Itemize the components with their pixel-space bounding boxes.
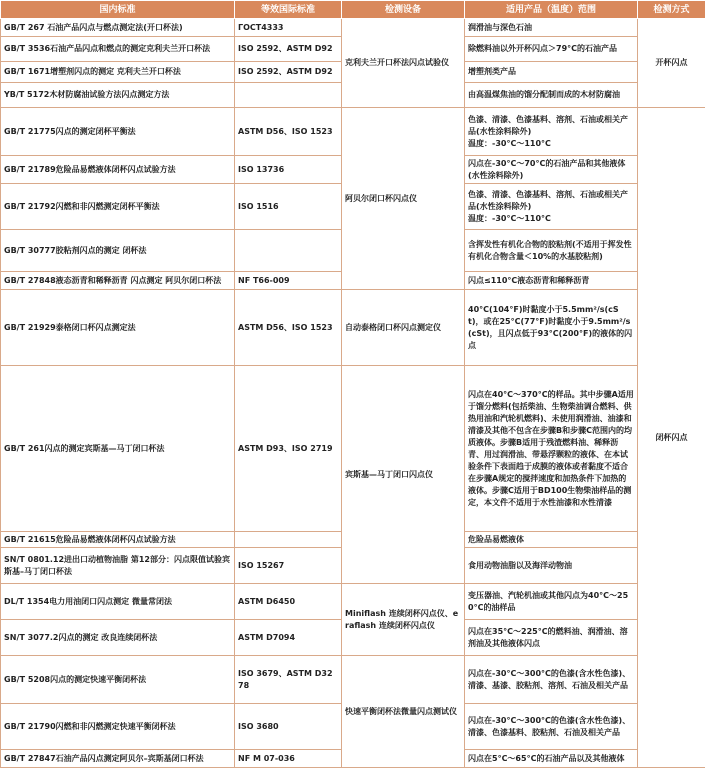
method-cell: 开杯闪点 xyxy=(638,19,705,108)
domestic-standard-cell: GB/T 21790闪燃和非闪燃测定快速平衡闭杯法 xyxy=(1,704,235,750)
international-standard-cell: NF T66-009 xyxy=(235,272,342,290)
equipment-cell: 快速平衡闭杯法微量闪点测试仪 xyxy=(342,656,465,768)
product-range-cell: 闪点≤110°C液态沥青和稀释沥青 xyxy=(465,272,638,290)
equipment-cell: 自动泰格闭口杯闪点测定仪 xyxy=(342,290,465,366)
table-row xyxy=(1,108,705,156)
international-standard-cell: ASTM D56、ISO 1523 xyxy=(235,108,342,156)
domestic-standard-cell: GB/T 3536石油产品闪点和燃点的测定克利夫兰开口杯法 xyxy=(1,37,235,62)
product-range-cell: 闪点在40°C～370°C的样品。其中步骤A适用于馏分燃料(包括柴油、生物柴油调合燃料、供热用油和汽轮机燃料)、未使用润滑油、油漆和清漆及其他不包含在步骤B和步骤C范围内的均质液体。步骤B适用于残渣燃料油、稀释沥青、用过润滑油、带悬浮颗粒的液体、在本试验条件下表面趋于成膜的液体或者黏度不适合在步骤A规定的搅拌速度和加热条件下加热的液体。步骤C适用于BD100生物柴油样品的测定，本文件不适用于水性油漆和水性清漆 xyxy=(465,366,638,532)
domestic-standard-cell: GB/T 21789危险品易燃液体闭杯闪点试验方法 xyxy=(1,156,235,184)
header-international-standard: 等效国际标准 xyxy=(235,1,342,19)
international-standard-cell xyxy=(235,532,342,548)
domestic-standard-cell: GB/T 27848液态沥青和稀释沥青 闪点测定 阿贝尔闭口杯法 xyxy=(1,272,235,290)
product-range-cell: 由高温煤焦油的馏分配制而成的木材防腐油 xyxy=(465,83,638,108)
domestic-standard-cell: GB/T 21615危险品易燃液体闭杯闪点试验方法 xyxy=(1,532,235,548)
product-range-cell: 含挥发性有机化合物的胶粘剂(不适用于挥发性有机化合物含量＜10%的水基胶粘剂) xyxy=(465,230,638,272)
product-range-cell: 闪点在35°C～225°C的燃料油、润滑油、溶剂油及其他液体闪点 xyxy=(465,620,638,656)
international-standard-cell: ISO 1516 xyxy=(235,184,342,230)
header-product-range: 适用产品（温度）范围 xyxy=(465,1,638,19)
product-range-cell: 40°C(104°F)时黏度小于5.5mm²/s(cSt)，或在25°C(77°F)时黏度小于9.5mm²/s(cSt)，且闪点低于93°C(200°F)的液体的闪点 xyxy=(465,290,638,366)
table-row xyxy=(1,19,705,37)
equipment-cell: 克利夫兰开口杯法闪点试验仪 xyxy=(342,19,465,108)
header-domestic-standard: 国内标准 xyxy=(1,1,235,19)
product-range-cell: 色漆、清漆、色漆基料、溶剂、石油或相关产品(水性涂料除外) 温度：-30°C～110°C xyxy=(465,108,638,156)
domestic-standard-cell: DL/T 1354电力用油闭口闪点测定 微量常闭法 xyxy=(1,584,235,620)
international-standard-cell xyxy=(235,83,342,108)
domestic-standard-cell: GB/T 5208闪点的测定快速平衡闭杯法 xyxy=(1,656,235,704)
product-range-cell: 危险品易燃液体 xyxy=(465,532,638,548)
method-cell: 闭杯闪点 xyxy=(638,108,705,768)
product-range-cell: 闪点在-30°C～300°C的色漆(含水性色漆)、清漆、基漆、胶粘剂、溶剂、石油及相关产品 xyxy=(465,656,638,704)
domestic-standard-cell: GB/T 1671增塑剂闪点的测定 克利夫兰开口杯法 xyxy=(1,62,235,83)
domestic-standard-cell: SN/T 3077.2闪点的测定 改良连续闭杯法 xyxy=(1,620,235,656)
international-standard-cell xyxy=(235,230,342,272)
product-range-cell: 变压器油、汽轮机油或其他闪点为40°C～250°C的油样品 xyxy=(465,584,638,620)
domestic-standard-cell: GB/T 21792闪燃和非闪燃测定闭杯平衡法 xyxy=(1,184,235,230)
equipment-cell: 阿贝尔闭口杯闪点仪 xyxy=(342,108,465,290)
equipment-cell: 宾斯基—马丁闭口闪点仪 xyxy=(342,366,465,584)
table-row xyxy=(1,290,705,366)
domestic-standard-cell: SN/T 0801.12进出口动植物油脂 第12部分：闪点限值试验宾斯基–马丁闭口杯法 xyxy=(1,548,235,584)
international-standard-cell: ISO 3679、ASTM D3278 xyxy=(235,656,342,704)
international-standard-cell: ISO 13736 xyxy=(235,156,342,184)
product-range-cell: 润滑油与深色石油 xyxy=(465,19,638,37)
international-standard-cell: ISO 3680 xyxy=(235,704,342,750)
table-header-row xyxy=(1,1,705,19)
international-standard-cell: ASTM D56、ISO 1523 xyxy=(235,290,342,366)
international-standard-cell: ASTM D6450 xyxy=(235,584,342,620)
product-range-cell: 除燃料油以外开杯闪点＞79°C的石油产品 xyxy=(465,37,638,62)
international-standard-cell: ASTM D7094 xyxy=(235,620,342,656)
product-range-cell: 闪点在-30°C～70°C的石油产品和其他液体(水性涂料除外) xyxy=(465,156,638,184)
international-standard-cell: ISO 2592、ASTM D92 xyxy=(235,62,342,83)
domestic-standard-cell: GB/T 30777胶粘剂闪点的测定 闭杯法 xyxy=(1,230,235,272)
header-test-equipment: 检测设备 xyxy=(342,1,465,19)
domestic-standard-cell: GB/T 267 石油产品闪点与燃点测定法(开口杯法) xyxy=(1,19,235,37)
domestic-standard-cell: GB/T 261闪点的测定宾斯基—马丁闭口杯法 xyxy=(1,366,235,532)
international-standard-cell: ГОСТ4333 xyxy=(235,19,342,37)
domestic-standard-cell: GB/T 21775闪点的测定闭杯平衡法 xyxy=(1,108,235,156)
equipment-cell: Miniflash 连续闭杯闪点仪、eraflash 连续闭杯闪点仪 xyxy=(342,584,465,656)
product-range-cell: 色漆、清漆、色漆基料、溶剂、石油或相关产品(水性涂料除外) 温度：-30°C～110°C xyxy=(465,184,638,230)
product-range-cell: 闪点在-30°C～300°C的色漆(含水性色漆)、清漆、色漆基料、胶粘剂、石油及相关产品 xyxy=(465,704,638,750)
product-range-cell: 增塑剂类产品 xyxy=(465,62,638,83)
product-range-cell: 闪点在5°C～65°C的石油产品以及其他液体 xyxy=(465,750,638,768)
domestic-standard-cell: GB/T 27847石油产品闪点测定阿贝尔–宾斯基闭口杯法 xyxy=(1,750,235,768)
domestic-standard-cell: GB/T 21929泰格闭口杯闪点测定法 xyxy=(1,290,235,366)
table-row xyxy=(1,656,705,704)
international-standard-cell: ISO 2592、ASTM D92 xyxy=(235,37,342,62)
domestic-standard-cell: YB/T 5172木材防腐油试验方法闪点测定方法 xyxy=(1,83,235,108)
table-row xyxy=(1,584,705,620)
header-test-method: 检测方式 xyxy=(638,1,705,19)
international-standard-cell: ASTM D93、ISO 2719 xyxy=(235,366,342,532)
international-standard-cell: ISO 15267 xyxy=(235,548,342,584)
table-row xyxy=(1,366,705,532)
product-range-cell: 食用动物油脂以及海洋动物油 xyxy=(465,548,638,584)
international-standard-cell: NF M 07-036 xyxy=(235,750,342,768)
